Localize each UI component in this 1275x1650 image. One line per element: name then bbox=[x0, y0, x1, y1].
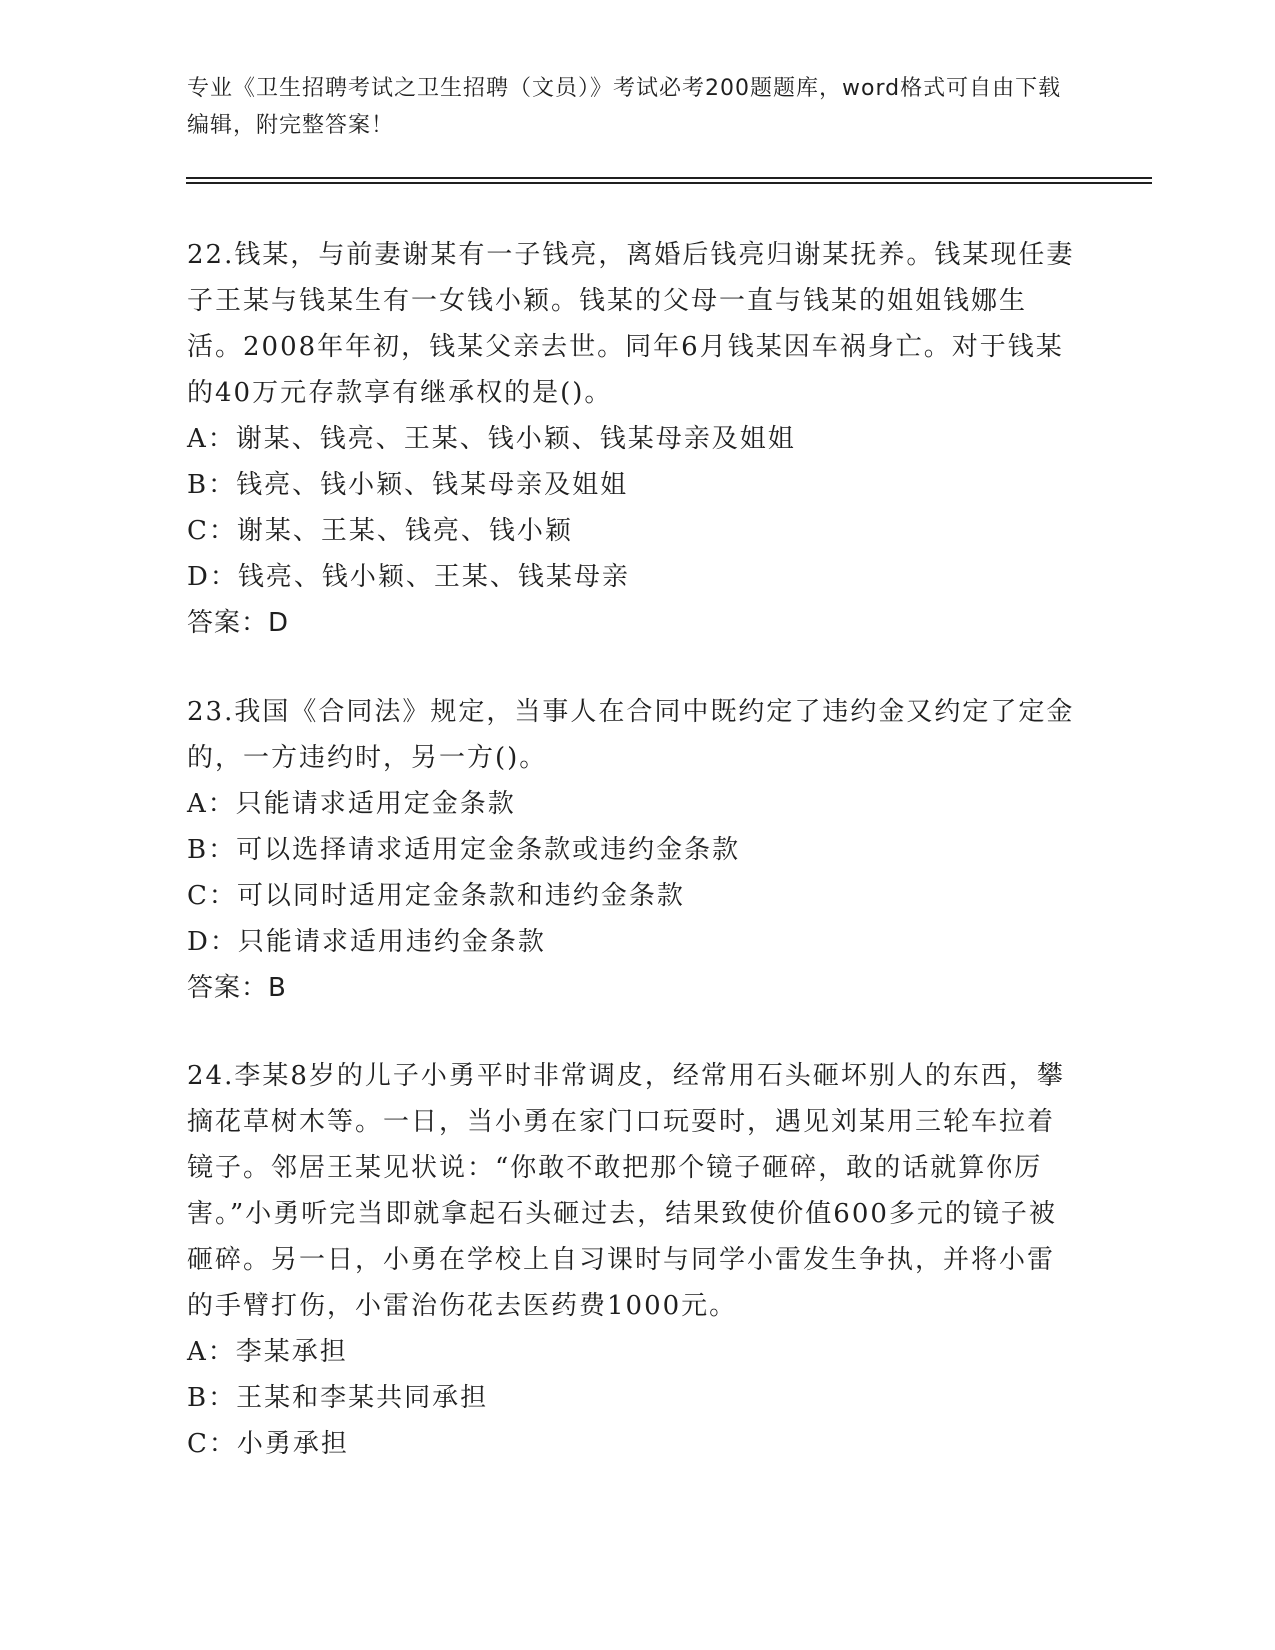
question-stem: 22.钱某，与前妻谢某有一子钱亮，离婚后钱亮归谢某抚养。钱某现任妻子王某与钱某生有一女钱小颖。钱某的父母一直与钱某的姐姐钱娜生活。2008年年初，钱某父亲去世。同年6月钱某因车祸身亡。对于钱某的40万元存款享有继承权的是()。 bbox=[187, 240, 1075, 408]
answer: 答案：B bbox=[187, 973, 287, 1003]
option-a: A：只能请求适用定金条款 bbox=[187, 789, 516, 819]
option-c: C：小勇承担 bbox=[187, 1429, 349, 1459]
option-b: B：王某和李某共同承担 bbox=[187, 1383, 489, 1413]
question-stem: 23.我国《合同法》规定，当事人在合同中既约定了违约金又约定了定金的，一方违约时，另一方()。 bbox=[187, 697, 1075, 773]
option-b: B：钱亮、钱小颖、钱某母亲及姐姐 bbox=[187, 470, 629, 500]
header-divider-top bbox=[186, 177, 1152, 179]
header-divider-bottom bbox=[186, 182, 1152, 184]
question-stem: 24.李某8岁的儿子小勇平时非常调皮，经常用石头砸坏别人的东西，攀摘花草树木等。一日，当小勇在家门口玩耍时，遇见刘某用三轮车拉着镜子。邻居王某见状说：“你敢不敢把那个镜子砸碎，敢的话就算你厉害。”小勇听完当即就拿起石头砸过去，结果致使价值600多元的镜子被砸碎。另一日，小勇在学校上自习课时与同学小雷发生争执，并将小雷的手臂打伤，小雷治伤花去医药费1000元。 bbox=[187, 1061, 1065, 1321]
option-d: D：钱亮、钱小颖、王某、钱某母亲 bbox=[187, 562, 630, 592]
option-d: D：只能请求适用违约金条款 bbox=[187, 927, 546, 957]
option-a: A：李某承担 bbox=[187, 1337, 348, 1367]
option-c: C：可以同时适用定金条款和违约金条款 bbox=[187, 881, 685, 911]
question-24 bbox=[187, 1053, 1077, 1467]
question-22 bbox=[187, 232, 1077, 646]
question-23 bbox=[187, 689, 1077, 1011]
option-c: C：谢某、王某、钱亮、钱小颖 bbox=[187, 516, 573, 546]
document-header: 专业《卫生招聘考试之卫生招聘（文员）》考试必考200题题库，word格式可自由下载编辑，附完整答案！ bbox=[187, 76, 1062, 138]
option-a: A：谢某、钱亮、王某、钱小颖、钱某母亲及姐姐 bbox=[187, 424, 796, 454]
answer: 答案：D bbox=[187, 608, 290, 638]
option-b: B：可以选择请求适用定金条款或违约金条款 bbox=[187, 835, 741, 865]
